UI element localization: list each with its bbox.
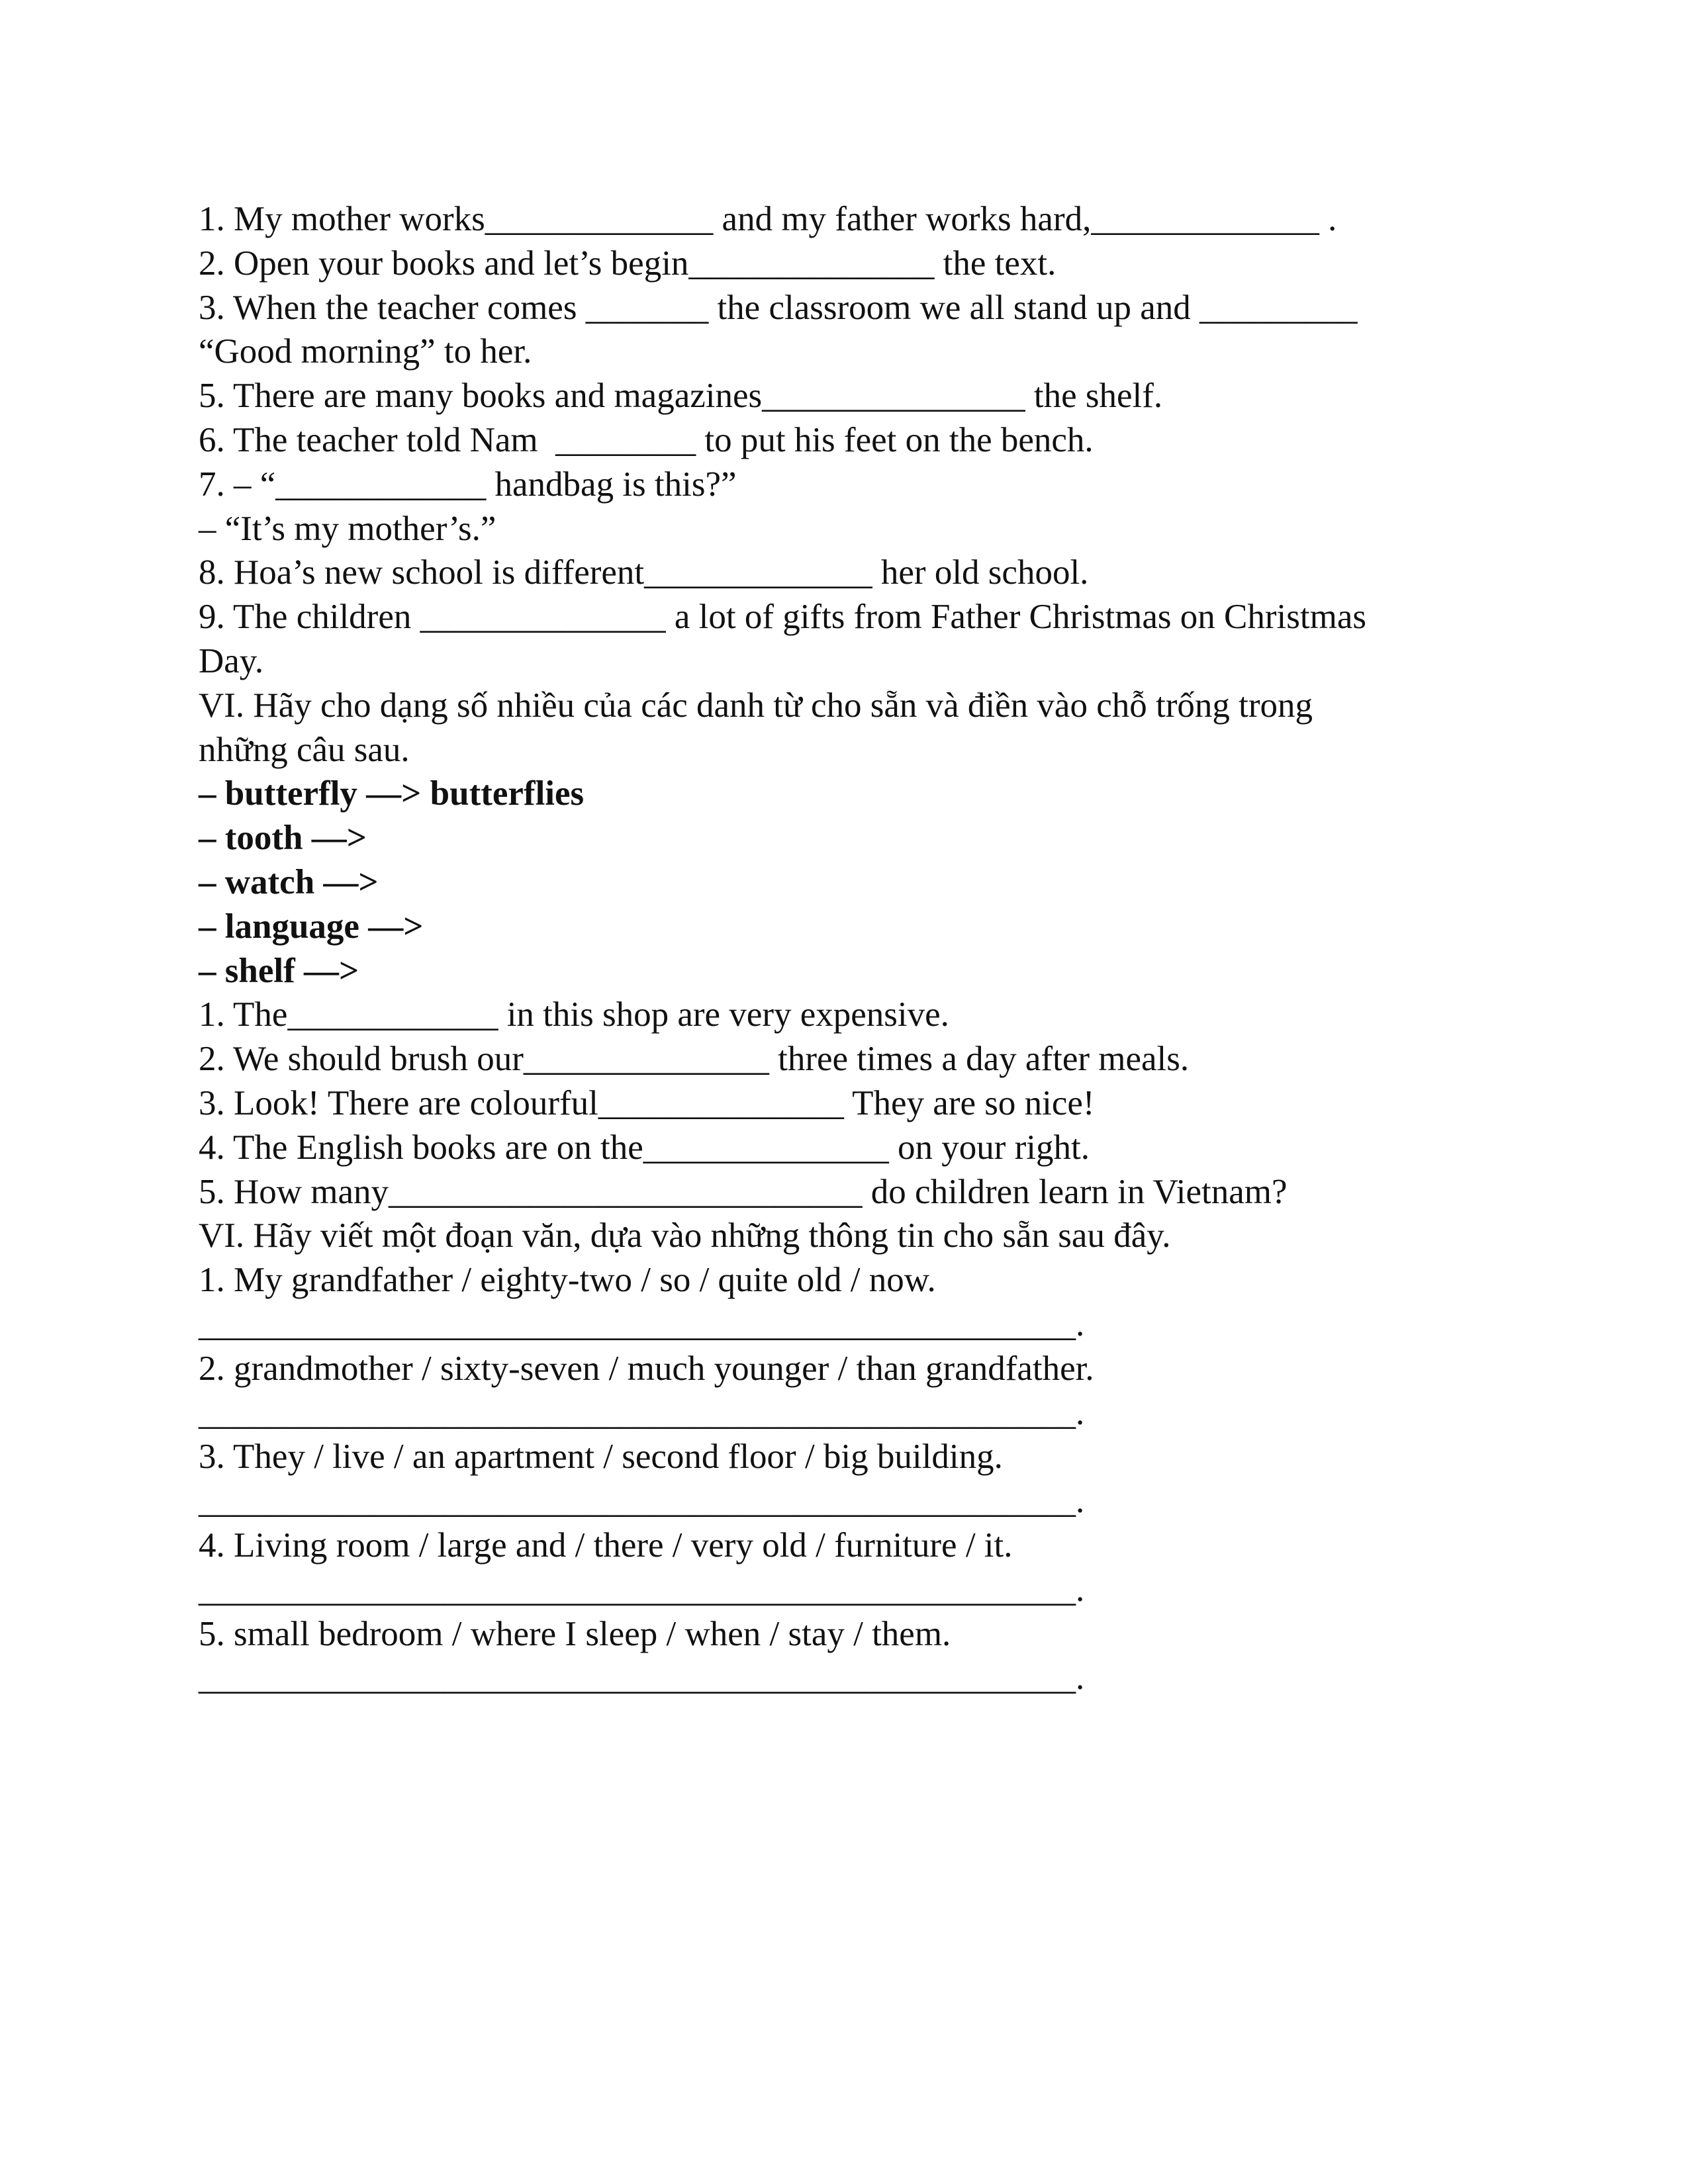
word-list-item: – shelf —> <box>199 951 359 990</box>
writing-prompt: 1. My grandfather / eighty-two / so / quite old / now. <box>199 1261 936 1300</box>
answer-line: __________________________________________________. <box>199 1304 1085 1343</box>
section-heading: VI. Hãy cho dạng số nhiều của các danh từ cho sẵn và điền vào chỗ trống trong <box>199 686 1313 725</box>
answer-line: __________________________________________________. <box>199 1393 1085 1432</box>
writing-prompt: 2. grandmother / sixty-seven / much younger / than grandfather. <box>199 1349 1094 1388</box>
plural-sentence: 3. Look! There are colourful______________ They are so nice! <box>199 1083 1095 1122</box>
exercise-line: “Good morning” to her. <box>199 332 532 371</box>
plural-sentence: 1. The____________ in this shop are very expensive. <box>199 995 949 1034</box>
writing-prompt: 4. Living room / large and / there / very old / furniture / it. <box>199 1525 1013 1565</box>
answer-line: __________________________________________________. <box>199 1570 1085 1609</box>
word-list-item: – watch —> <box>199 862 379 901</box>
writing-prompt: 3. They / live / an apartment / second floor / big building. <box>199 1437 1003 1477</box>
plural-sentence: 4. The English books are on the______________ on your right. <box>199 1128 1090 1167</box>
exercise-line: 3. When the teacher comes _______ the classroom we all stand up and _________ <box>199 288 1358 327</box>
answer-line: __________________________________________________. <box>199 1659 1085 1698</box>
section-heading: VI. Hãy viết một đoạn văn, dựa vào những thông tin cho sẵn sau đây. <box>199 1216 1171 1255</box>
worksheet-content <box>199 197 1523 1700</box>
exercise-line: 9. The children ______________ a lot of gifts from Father Christmas on Christmas <box>199 598 1367 637</box>
section-heading: những câu sau. <box>199 730 410 769</box>
word-list-item: – tooth —> <box>199 819 367 858</box>
exercise-line: 2. Open your books and let’s begin______________ the text. <box>199 244 1056 283</box>
plural-sentence: 5. How many___________________________ do children learn in Vietnam? <box>199 1172 1288 1211</box>
word-list-item: – language —> <box>199 907 424 946</box>
plural-sentence: 2. We should brush our______________ three times a day after meals. <box>199 1040 1190 1079</box>
writing-prompt: 5. small bedroom / where I sleep / when / stay / them. <box>199 1614 951 1653</box>
exercise-line: Day. <box>199 641 264 680</box>
exercise-line: 1. My mother works_____________ and my father works hard,_____________ . <box>199 200 1337 238</box>
exercise-line: 7. – “____________ handbag is this?” <box>199 465 737 504</box>
exercise-line: 5. There are many books and magazines_______________ the shelf. <box>199 377 1163 416</box>
exercise-line: 8. Hoa’s new school is different_____________ her old school. <box>199 553 1089 592</box>
exercise-line: 6. The teacher told Nam ________ to put his feet on the bench. <box>199 420 1094 459</box>
exercise-line: – “It’s my mother’s.” <box>199 509 496 548</box>
answer-line: __________________________________________________. <box>199 1482 1085 1521</box>
word-list-item: – butterfly —> butterflies <box>199 774 585 813</box>
